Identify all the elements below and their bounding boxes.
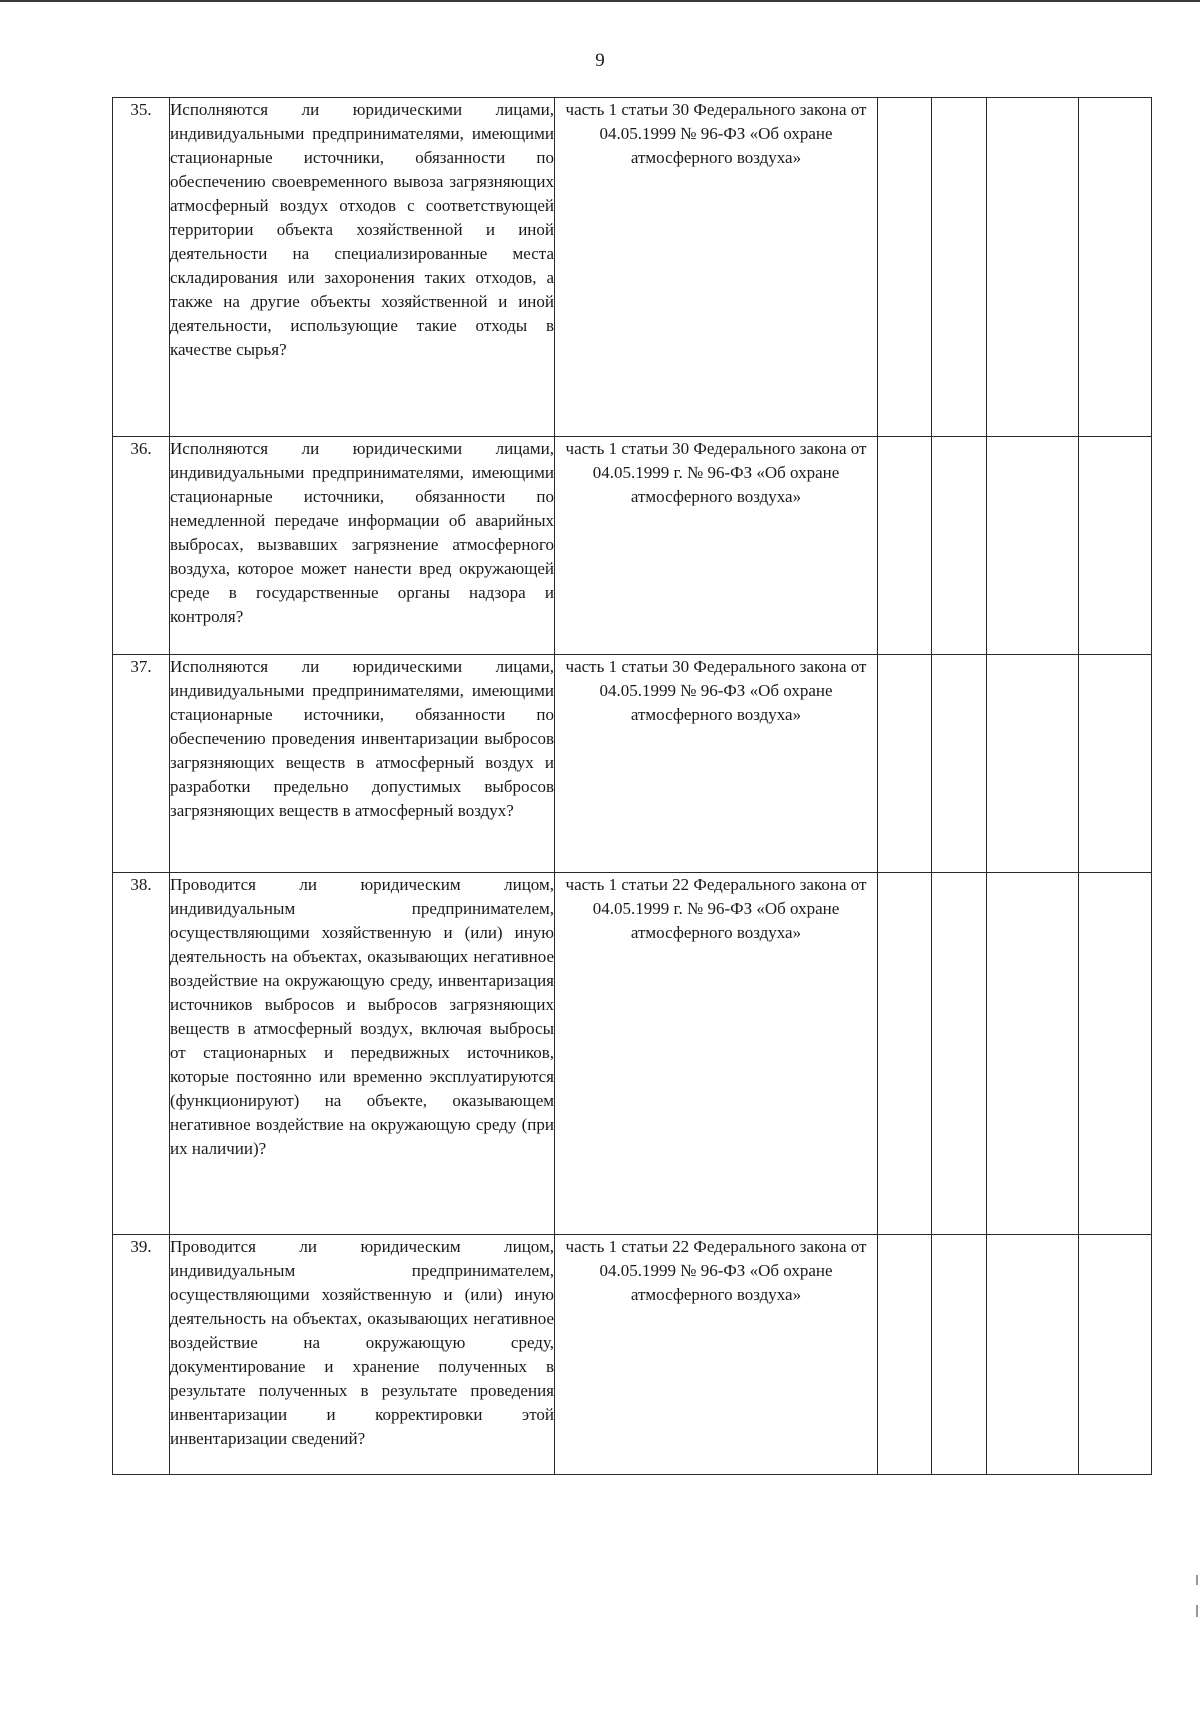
legal-reference: часть 1 статьи 30 Федерального закона от 04.05.1999 г. № 96-ФЗ «Об охране атмосферного воздуха»: [555, 437, 878, 655]
answer-not-applicable-cell[interactable]: [987, 98, 1079, 437]
answer-no-cell[interactable]: [932, 873, 987, 1235]
answer-yes-cell[interactable]: [878, 437, 932, 655]
notes-cell[interactable]: [1079, 873, 1152, 1235]
legal-reference: часть 1 статьи 30 Федерального закона от 04.05.1999 № 96-ФЗ «Об охране атмосферного воздуха»: [555, 655, 878, 873]
requirement-question: Исполняются ли юридическими лицами, индивидуальными предпринимателями, имеющими стационарные источники, обязанности по немедленной передаче информации об аварийных выбросах, вызвавших загрязнение атмосферного воздуха, которое может нанести вред окружающей среде в государственные органы надзора и контроля?: [170, 437, 555, 655]
answer-yes-cell[interactable]: [878, 1235, 932, 1475]
page-number: 9: [595, 50, 605, 71]
legal-reference: часть 1 статьи 22 Федерального закона от 04.05.1999 г. № 96-ФЗ «Об охране атмосферного воздуха»: [555, 873, 878, 1235]
notes-cell[interactable]: [1079, 98, 1152, 437]
table-row: [113, 655, 1152, 873]
scan-edge-mark: [1196, 1575, 1198, 1585]
row-number: 36.: [113, 437, 170, 655]
answer-yes-cell[interactable]: [878, 655, 932, 873]
requirement-question: Исполняются ли юридическими лицами, индивидуальными предпринимателями, имеющими стационарные источники, обязанности по обеспечению своевременного вывоза загрязняющих атмосферный воздух отходов с соответствующей территории объекта хозяйственной и иной деятельности на специализированные места складирования или захоронения таких отходов, а также на другие объекты хозяйственной и иной деятельности, использующие такие отходы в качестве сырья?: [170, 98, 555, 437]
answer-no-cell[interactable]: [932, 655, 987, 873]
notes-cell[interactable]: [1079, 655, 1152, 873]
scan-edge-mark: [1196, 1605, 1198, 1617]
answer-no-cell[interactable]: [932, 98, 987, 437]
notes-cell[interactable]: [1079, 1235, 1152, 1475]
answer-yes-cell[interactable]: [878, 873, 932, 1235]
answer-not-applicable-cell[interactable]: [987, 873, 1079, 1235]
table-row: [113, 873, 1152, 1235]
answer-yes-cell[interactable]: [878, 98, 932, 437]
answer-not-applicable-cell[interactable]: [987, 655, 1079, 873]
requirement-question: Проводится ли юридическим лицом, индивидуальным предпринимателем, осуществляющими хозяйственную и (или) иную деятельность на объектах, оказывающих негативное воздействие на окружающую среду, инвентаризация источников выбросов и выбросов загрязняющих веществ в атмосферный воздух, включая выбросы от стационарных и передвижных источников, которые постоянно или временно эксплуатируются (функционируют) на объекте, оказывающем негативное воздействие на окружающую среду (при их наличии)?: [170, 873, 555, 1235]
table-row: [113, 1235, 1152, 1475]
row-number: 38.: [113, 873, 170, 1235]
legal-reference: часть 1 статьи 22 Федерального закона от 04.05.1999 № 96-ФЗ «Об охране атмосферного воздуха»: [555, 1235, 878, 1475]
requirement-question: Исполняются ли юридическими лицами, индивидуальными предпринимателями, имеющими стационарные источники, обязанности по обеспечению проведения инвентаризации выбросов загрязняющих веществ в атмосферный воздух и разработки предельно допустимых выбросов загрязняющих веществ в атмосферный воздух?: [170, 655, 555, 873]
row-number: 37.: [113, 655, 170, 873]
table-row: [113, 98, 1152, 437]
row-number: 39.: [113, 1235, 170, 1475]
checklist-table: [112, 97, 1152, 1475]
table-row: [113, 437, 1152, 655]
top-rule: [0, 0, 1200, 2]
answer-no-cell[interactable]: [932, 437, 987, 655]
requirement-question: Проводится ли юридическим лицом, индивидуальным предпринимателем, осуществляющими хозяйственную и (или) иную деятельность на объектах, оказывающих негативное воздействие на окружающую среду, документирование и хранение полученных в результате полученных в результате проведения инвентаризации и корректировки этой инвентаризации сведений?: [170, 1235, 555, 1475]
legal-reference: часть 1 статьи 30 Федерального закона от 04.05.1999 № 96-ФЗ «Об охране атмосферного воздуха»: [555, 98, 878, 437]
answer-not-applicable-cell[interactable]: [987, 437, 1079, 655]
answer-no-cell[interactable]: [932, 1235, 987, 1475]
row-number: 35.: [113, 98, 170, 437]
answer-not-applicable-cell[interactable]: [987, 1235, 1079, 1475]
notes-cell[interactable]: [1079, 437, 1152, 655]
